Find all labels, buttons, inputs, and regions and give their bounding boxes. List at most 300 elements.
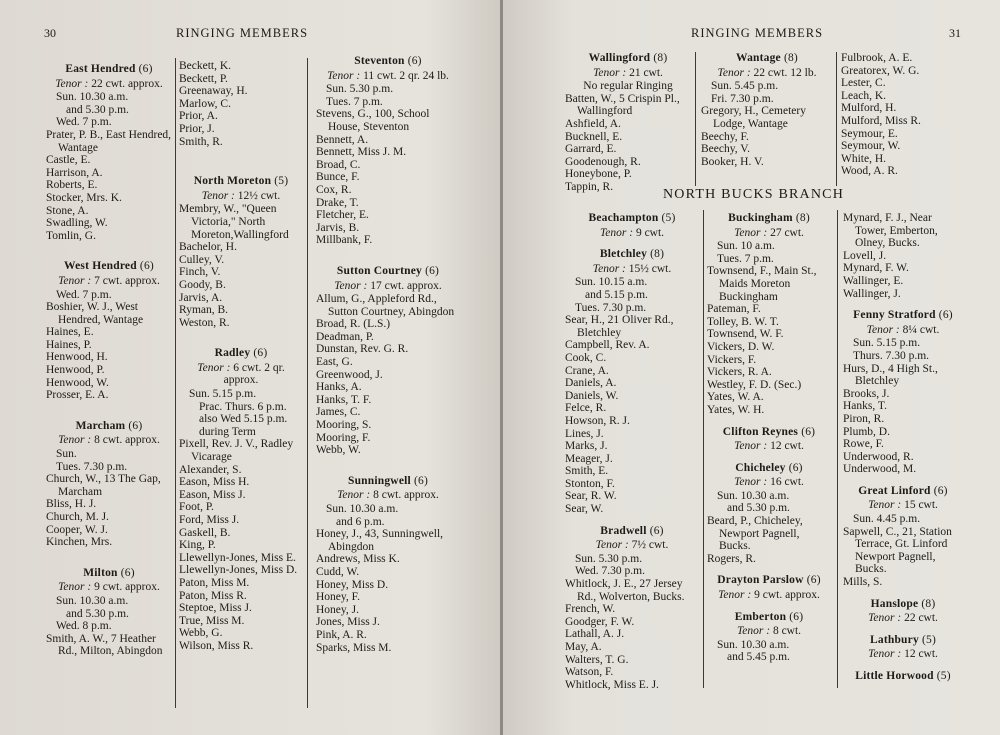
member-entry: Henwood, H. [46,351,108,364]
tenor-label: Tenor : [717,66,751,79]
column [179,60,303,653]
member-entry: Beechy, F. [701,130,749,143]
member-entry: Cooper, W. J. [46,523,108,536]
parish-name: Radley [214,347,251,360]
member-entry: Westley, F. D. (Sec.) [707,378,802,391]
column-rule [307,58,308,708]
member-entry: Sear, H., 21 Oliver Rd., Bletchley [565,314,674,339]
member-entry: Watson, F. [565,666,614,679]
bell-count: (6) [806,574,821,587]
member-entry: Mills, S. [843,576,883,589]
tenor-weight: 22 cwt. [904,612,938,625]
member-entry: Fletcher, E. [316,209,369,222]
tenor-label: Tenor : [593,66,627,79]
tenor-line [565,539,699,552]
bell-count: (8) [650,248,665,261]
member-entry: Prater, P. B., East Hendred, Wantage [46,128,172,154]
parish-heading [46,260,172,273]
parish-name: Marcham [75,419,126,432]
member-entry: Plumb, D. [843,425,890,438]
member-entry: Culley, V. [179,253,225,266]
tenor-label: Tenor : [337,489,371,502]
member-entry: Lester, C. [841,77,886,90]
tenor-weight: 8¼ cwt. [902,323,940,336]
parish-heading [46,420,172,433]
member-entry: Cook, C. [565,351,607,364]
parish-name: Drayton Parslow [717,574,804,587]
service-time: Tues. 7.30 p.m. [56,460,128,473]
member-entry: Hanks, T. [843,400,887,413]
service-time: Fri. 7.30 p.m. [711,92,774,105]
member-entry: Webb, W. [316,444,361,457]
member-entry: Ford, Miss J. [179,514,240,526]
member-entry: Allum, G., Appleford Rd., Sutton Courtney, Abingdon [316,293,455,318]
member-entry: Lathall, A. J. [565,628,625,641]
member-entry: Seymour, E. [841,127,898,140]
tenor-label: Tenor : [58,581,92,594]
member-entry: True, Miss M. [179,614,245,627]
tenor-weight: 11 cwt. 2 qr. 24 lb. [363,69,449,82]
member-entry: Llewellyn-Jones, Miss E. [179,551,296,564]
tenor-line [179,362,303,387]
parish-heading [565,248,699,261]
tenor-weight: 9 cwt. [635,226,665,239]
member-entry: Harrison, A. [46,166,103,179]
member-entry: Jarvis, A. [179,291,223,304]
member-entry: Bachelor, H. [179,241,237,254]
tenor-label: Tenor : [327,69,361,82]
member-entry: Cox, R. [316,183,352,196]
parish-heading [179,347,303,360]
service-time: and 5.30 p.m. [727,502,790,515]
column [843,212,963,685]
service-time: Sun. 10.15 a.m. [575,276,648,289]
column [46,63,172,658]
parish-heading [179,175,303,188]
member-entry: Prior, J. [179,122,215,135]
tenor-line [707,440,831,453]
tenor-label: Tenor : [334,279,368,292]
parish-heading [316,265,460,278]
parish-name: Sutton Courtney [336,264,422,277]
member-entry: Smith, A. W., 7 Heather Rd., Milton, Abingdon [46,632,163,658]
member-entry: Sapwell, C., 21, Station Terrace, Gt. Linford Newport Pagnell, Bucks. [843,525,952,576]
member-entry: Church, M. J. [46,511,109,523]
member-entry: Honey, Miss D. [316,578,389,591]
tenor-label: Tenor : [734,476,768,489]
member-entry: Paton, Miss R. [179,589,247,602]
member-entry: Drake, T. [316,196,359,209]
bell-count: (5) [661,212,676,224]
spacer [46,402,172,411]
member-entry: Steptoe, Miss J. [179,602,252,615]
tenor-weight: 16 cwt. [770,476,804,489]
service-time: Tues. 7.30 p.m. [575,301,647,314]
member-entry: Hanks, T. F. [316,393,372,406]
service-time: Sun. 5.15 p.m. [853,337,921,350]
member-entry: Bennett, Miss J. M. [316,146,407,159]
parish-name: West Hendred [64,260,137,273]
tenor-line [565,67,691,80]
service-time: Tues. 7 p.m. [326,95,383,108]
member-entry: Piron, R. [843,412,885,425]
member-entry: Mooring, S. [316,419,372,432]
column-rule [175,58,176,708]
tenor-line [46,275,172,288]
tenor-line [316,489,460,502]
member-entry: Andrews, Miss K. [316,553,400,566]
column-rule [836,52,837,186]
running-head: RINGING MEMBERS [176,26,309,40]
tenor-label: Tenor : [868,612,902,625]
service-time: Thurs. 7.30 p.m. [853,349,930,362]
tenor-weight: 9 cwt. approx. [94,581,160,594]
member-entry: Mulford, Miss R. [841,114,921,127]
parish-name: Beachampton [588,212,659,224]
tenor-weight: 12 cwt. [770,440,804,453]
tenor-label: Tenor : [197,361,231,374]
member-entry: Henwood, W. [46,376,109,389]
bell-count: (8) [783,52,798,64]
member-entry: Meager, J. [565,452,613,465]
column [841,52,959,178]
bell-count: (6) [933,484,948,497]
parish-heading [843,485,963,498]
member-entry: Smith, E. [565,465,609,478]
service-time: Prac. Thurs. 6 p.m. [199,400,287,413]
service-time: Sun. 10.30 a.m. [56,594,129,607]
member-entry: Bunce, F. [316,171,360,184]
member-entry: Marlow, C. [179,97,231,110]
parish-heading [707,611,831,624]
member-entry: Beard, P., Chicheley, Newport Pagnell, Bucks. [707,515,803,553]
tenor-weight: 27 cwt. [770,226,804,239]
parish-heading [843,309,963,322]
tenor-label: Tenor : [734,226,768,239]
column [701,52,833,168]
tenor-weight: 9 cwt. approx. [754,589,820,602]
member-entry: Vickers, R. A. [707,366,772,379]
tenor-label: Tenor : [868,499,902,512]
parish-name: Little Horwood [855,670,934,682]
tenor-weight: 7 cwt. approx. [94,274,160,287]
bell-count: (5) [921,633,936,646]
parish-heading [316,55,460,68]
member-entry: Broad, C. [316,158,361,171]
member-entry: Mynard, F. J., Near Tower, Emberton, Olney, Bucks. [843,212,938,250]
member-entry: Wilson, Miss R. [179,639,254,652]
bell-count: (6) [801,425,816,438]
service-time: Sun. 4.45 p.m. [853,513,921,526]
parish-name: Wallingford [588,52,651,64]
member-entry: Finch, V. [179,266,221,279]
member-entry: Webb, G. [179,627,223,640]
member-entry: Hurs, D., 4 High St., Bletchley [843,362,938,388]
member-entry: Pink, A. R. [316,628,367,641]
tenor-line [843,648,963,661]
parish-name: Chicheley [735,461,786,474]
parish-name: Milton [83,566,118,579]
member-entry: Leach, K. [841,89,887,102]
bell-count: (6) [789,610,804,623]
member-entry: Beckett, P. [179,72,228,85]
tenor-line [843,612,963,625]
parish-heading [707,574,831,587]
parish-heading [565,52,691,65]
member-entry: Fulbrook, A. E. [841,52,913,64]
member-entry: Daniels, A. [565,377,617,390]
service-time: Sun. 5.45 p.m. [711,80,779,93]
tenor-weight: 12 cwt. [904,648,938,661]
service-time: and 5.45 p.m. [727,651,790,664]
service-time: also Wed 5.15 p.m. [199,413,288,426]
member-entry: Stonton, F. [565,477,615,490]
spacer [316,457,460,466]
tenor-line [707,625,831,638]
service-time: Sun. 10.30 a.m. [56,91,129,104]
tenor-label: Tenor : [868,648,902,661]
column [565,52,691,194]
tenor-label: Tenor : [592,262,626,275]
member-entry: Underwood, M. [843,463,917,476]
bell-count: (8) [921,597,936,610]
member-entry: White, H. [841,152,887,165]
bell-count: (6) [425,264,440,277]
service-time: Sun. 5.15 p.m. [189,388,257,401]
tenor-weight: 17 cwt. approx. [370,279,442,292]
member-entry: Dunstan, Rev. G. R. [316,343,409,356]
member-entry: Bliss, H. J. [46,498,97,511]
member-entry: May, A. [565,641,602,653]
bell-count: (6) [120,566,135,579]
member-entry: Daniels, W. [565,389,619,402]
member-entry: Vickers, D. W. [707,340,775,353]
column-rule [695,52,696,186]
member-entry: Greenwood, J. [316,368,383,381]
member-entry: Tappin, R. [565,180,614,193]
member-entry: Sear, R. W. [565,490,617,503]
tenor-weight: 8 cwt. approx. [94,434,160,447]
parish-name: Buckingham [728,212,793,224]
tenor-weight: 8 cwt. [772,625,802,638]
tenor-label: Tenor : [599,226,634,239]
member-entry: Membry, W., "Queen Victoria," North Moreton,Wallingford [179,203,289,241]
service-time: Wed. 8 p.m. [56,620,112,633]
member-entry: Goodger, F. W. [565,615,635,628]
parish-name: Great Linford [858,484,931,497]
column [707,212,831,664]
tenor-label: Tenor : [58,274,92,287]
member-entry: Wallinger, E. [843,274,904,287]
tenor-line [565,227,699,240]
member-entry: Ashfield, A. [565,117,621,130]
running-head: RINGING MEMBERS [691,26,824,40]
page-number: 31 [949,26,961,40]
parish-heading [565,525,699,538]
parish-name: Emberton [734,610,787,623]
member-entry: Alexander, S. [179,463,242,476]
member-entry: Bucknell, E. [565,130,623,143]
note: No regular Ringing [583,80,673,93]
tenor-label: Tenor : [55,77,89,90]
member-entry: Tolley, B. W. T. [707,315,779,328]
member-entry: Mooring, F. [316,431,371,444]
parish-name: Sunningwell [347,474,411,487]
member-entry: Marks, J. [565,440,608,453]
parish-name: Lathbury [870,633,919,646]
member-entry: Wallinger, J. [843,287,901,300]
parish-heading [46,63,172,76]
bell-count: (8) [795,212,810,224]
service-time: and 5.30 p.m. [66,607,129,620]
member-entry: Haines, E. [46,326,94,339]
member-entry: Lines, J. [565,427,604,440]
tenor-line [843,324,963,337]
member-entry: Mynard, F. W. [843,262,909,275]
member-entry: Mulford, H. [841,102,897,115]
spacer [179,157,303,166]
parish-heading [843,634,963,647]
column [316,55,460,654]
member-entry: Townsend, W. F. [707,328,784,341]
member-entry: Felce, R. [565,402,607,415]
parish-name: Bradwell [600,524,647,537]
parish-name: Bletchley [599,248,648,261]
member-entry: Gregory, H., Cemetery Lodge, Wantage [701,105,806,130]
service-time: and 5.15 p.m. [585,288,648,301]
member-entry: Castle, E. [46,154,91,167]
service-time: Sun. [56,448,77,461]
spacer [316,247,460,256]
member-entry: Gaskell, B. [179,526,231,539]
member-entry: Garrard, E. [565,143,617,156]
member-entry: Brooks, J. [843,387,890,400]
parish-heading [843,670,963,683]
parish-name: Hanslope [870,597,919,610]
tenor-label: Tenor : [866,323,900,336]
tenor-label: Tenor : [736,625,771,638]
tenor-line [707,227,831,240]
service-time: Sun. 10 a.m. [717,240,775,253]
parish-heading [843,598,963,611]
member-entry: Weston, R. [179,316,230,329]
member-entry: Greatorex, W. G. [841,64,920,77]
member-entry: Roberts, E. [46,179,98,192]
member-entry: Jarvis, B. [316,221,360,234]
member-entry: Cudd, W. [316,565,360,578]
service-time: and 5.30 p.m. [66,103,129,116]
member-entry: Booker, H. V. [701,155,764,168]
service-time: and 6 p.m. [336,515,385,528]
bell-count: (8) [653,52,668,64]
service-time: Sun. 10.30 a.m. [326,503,399,515]
tenor-line [701,67,833,80]
member-entry: Deadman, P. [316,330,374,343]
member-entry: East, G. [316,356,353,369]
member-entry: Tomlin, G. [46,229,96,242]
parish-name: Steventon [354,55,405,67]
member-entry: French, W. [565,603,616,616]
bell-count: (6) [649,524,664,537]
tenor-weight: 8 cwt. approx. [373,489,439,502]
member-entry: Haines, P. [46,338,92,351]
member-entry: Broad, R. (L.S.) [316,318,391,331]
tenor-line [46,78,172,91]
member-entry: Campbell, Rev. A. [565,339,650,352]
member-entry: James, C. [316,406,361,419]
bell-count: (5) [936,670,951,682]
member-entry: Yates, W. A. [707,391,764,404]
member-entry: Beckett, K. [179,60,232,72]
bell-count: (6) [128,419,143,432]
member-entry: Ryman, B. [179,304,229,317]
member-entry: Whitlock, J. E., 27 Jersey Rd., Wolverton, Bucks. [565,578,685,603]
tenor-line [707,589,831,602]
parish-heading [565,212,699,225]
bell-count: (6) [253,347,268,360]
member-entry: Swadling, W. [46,217,108,230]
member-entry: Greenaway, H. [179,85,248,98]
member-entry: Paton, Miss M. [179,576,250,589]
member-entry: Honey, J. [316,603,360,616]
bell-count: (5) [274,175,289,188]
service-time: Sun. 10.30 a.m. [717,638,790,651]
tenor-weight: 6 cwt. 2 qr. approx. [223,361,285,387]
service-time: Wed. 7.30 p.m. [575,565,645,578]
tenor-label: Tenor : [718,589,752,602]
member-entry: Rogers, R. [707,552,756,565]
tenor-label: Tenor : [58,434,92,447]
tenor-label: Tenor : [595,539,629,552]
tenor-weight: 22 cwt. 12 lb. [753,66,817,79]
member-entry: Honeybone, P. [565,168,632,181]
member-entry: Whitlock, Miss E. J. [565,678,659,691]
member-entry: Millbank, F. [316,234,373,247]
column-rule [703,210,704,688]
tenor-line [316,70,460,83]
spacer [46,242,172,251]
member-entry: Lovell, J. [843,249,887,262]
member-entry: Hanks, A. [316,381,362,394]
parish-name: Fenny Stratford [853,309,936,322]
parish-heading [701,52,833,65]
parish-name: North Moreton [193,175,272,188]
tenor-weight: 7½ cwt. [631,539,669,552]
tenor-line [316,280,460,293]
member-entry: Prosser, E. A. [46,389,109,402]
service-time: Wed. 7 p.m. [56,288,112,301]
member-entry: Goody, B. [179,278,226,291]
member-entry: Kinchen, Mrs. [46,536,113,549]
member-entry: Honey, J., 43, Sunningwell, Abingdon [316,528,444,553]
right-page [503,0,1000,735]
parish-heading [316,475,460,488]
bell-count: (6) [938,309,953,322]
member-entry: Stocker, Mrs. K. [46,191,122,204]
page-number: 30 [44,26,56,40]
member-entry: Boshier, W. J., West Hendred, Wantage [46,301,144,326]
member-entry: Howson, R. J. [565,414,630,427]
parish-name: Clifton Reynes [722,425,799,438]
member-entry: Llewellyn-Jones, Miss D. [179,564,298,577]
member-entry: Townsend, F., Main St., Maids Moreton Buckingham [707,265,817,303]
member-entry: Smith, R. [179,135,223,148]
tenor-line [46,434,172,447]
tenor-line [565,263,699,276]
tenor-line [46,581,172,594]
tenor-label: Tenor : [201,189,235,202]
member-entry: Pateman, F. [707,303,761,316]
